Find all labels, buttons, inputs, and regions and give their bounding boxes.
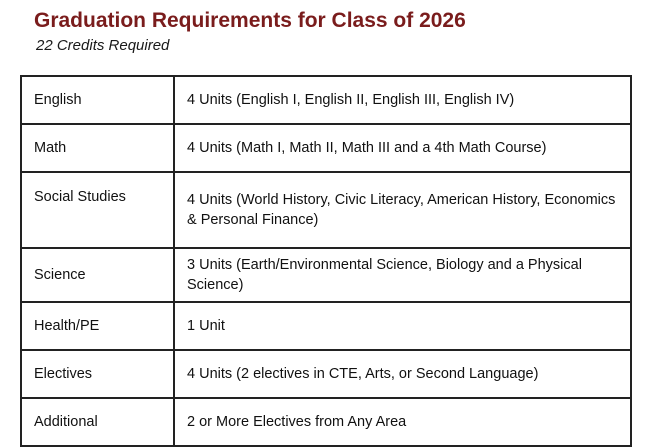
subject-cell: Social Studies: [21, 172, 174, 248]
table-row: [21, 398, 631, 446]
units-cell: 2 or More Electives from Any Area: [174, 398, 631, 446]
table-row: [21, 302, 631, 350]
credits-subtitle: 22 Credits Required: [36, 37, 170, 54]
subject-cell: Additional: [21, 398, 174, 446]
units-cell: 4 Units (English I, English II, English III, English IV): [174, 76, 631, 124]
table-row: [21, 172, 631, 248]
table-row: [21, 350, 631, 398]
units-cell: 4 Units (2 electives in CTE, Arts, or Second Language): [174, 350, 631, 398]
table-row: [21, 248, 631, 302]
subject-cell: Electives: [21, 350, 174, 398]
subject-cell: Math: [21, 124, 174, 172]
subject-cell: English: [21, 76, 174, 124]
units-cell: 3 Units (Earth/Environmental Science, Biology and a Physical Science): [174, 248, 631, 302]
units-cell: 4 Units (World History, Civic Literacy, American History, Economics & Personal Finance): [174, 172, 631, 248]
table-row: [21, 76, 631, 124]
units-cell: 1 Unit: [174, 302, 631, 350]
subject-cell: Science: [21, 248, 174, 302]
subject-cell: Health/PE: [21, 302, 174, 350]
requirements-table: [20, 75, 632, 447]
units-cell: 4 Units (Math I, Math II, Math III and a 4th Math Course): [174, 124, 631, 172]
page-title: Graduation Requirements for Class of 2026: [34, 9, 466, 32]
table-row: [21, 124, 631, 172]
